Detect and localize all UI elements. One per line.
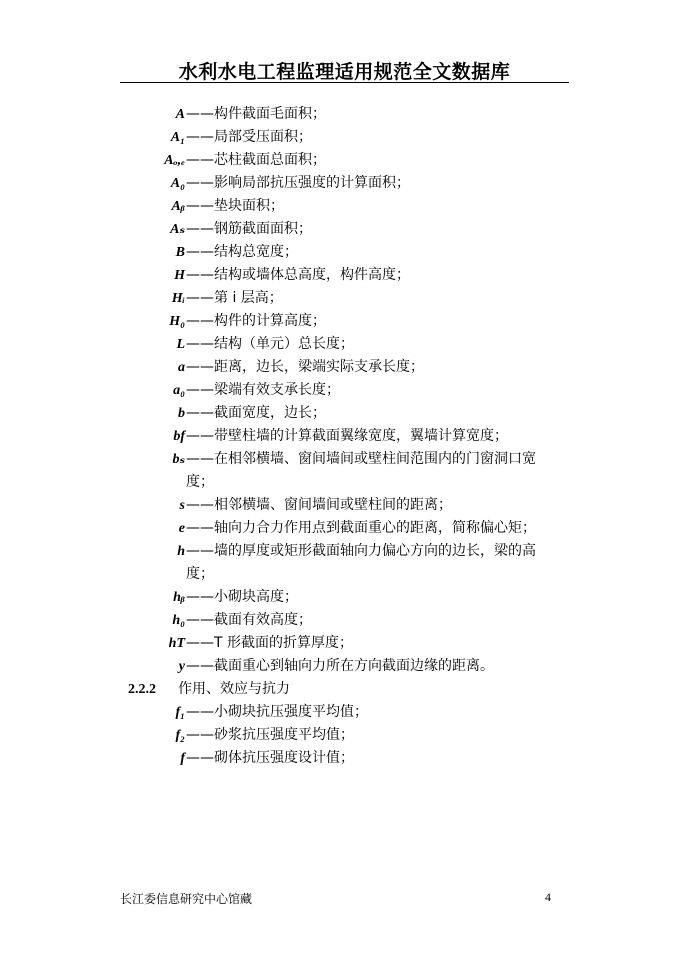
symbol: b: [178, 406, 185, 421]
symbol-description: ——结构（单元）总长度；: [186, 336, 354, 352]
symbol-description: ——距离，边长，梁端实际支承长度；: [186, 359, 424, 375]
symbol: H: [174, 268, 185, 283]
symbol-description: ——第 i 层高；: [186, 290, 283, 306]
symbol-entry-continuation: [0, 563, 687, 586]
symbol: H₀: [169, 314, 185, 329]
symbol-entry: [0, 402, 687, 425]
symbol-entry: [0, 149, 687, 172]
symbol: A₁: [170, 130, 185, 145]
symbol-description: ——构件截面毛面积；: [186, 106, 326, 122]
symbol-entry: [0, 517, 687, 540]
symbol-description: ——砌体抗压强度设计值；: [186, 750, 354, 766]
symbol: f: [180, 751, 185, 766]
symbol: hT: [168, 636, 185, 651]
section-number: 2.2.2: [128, 682, 156, 697]
symbol-entry: [0, 264, 687, 287]
symbol-description: ——截面宽度，边长；: [186, 405, 326, 421]
symbol-entry: [0, 195, 687, 218]
symbol-entry: [0, 103, 687, 126]
symbol: a: [178, 360, 185, 375]
symbol-description: ——小砌块高度；: [186, 589, 298, 605]
symbol-description: ——截面重心到轴向力所在方向截面边缘的距离。: [186, 658, 494, 674]
symbol: h₀: [172, 613, 185, 628]
symbol: a₀: [173, 383, 185, 398]
symbol-entry: [0, 632, 687, 655]
symbol-description: ——局部受压面积；: [186, 129, 312, 145]
symbol-entry: [0, 586, 687, 609]
symbol: f₁: [175, 705, 185, 720]
symbol: e: [178, 521, 185, 536]
symbol-entry: [0, 218, 687, 241]
symbol-entry: [0, 724, 687, 747]
symbol: f₂: [175, 728, 185, 743]
section-heading: [0, 678, 687, 701]
page-title: 水利水电工程监理适用规范全文数据库: [178, 61, 511, 83]
symbol-list-2: [0, 701, 687, 770]
symbol: Aᵦ: [171, 199, 185, 214]
document-body: [0, 103, 687, 770]
symbol-description-continuation: 度；: [186, 566, 214, 582]
symbol-entry: [0, 701, 687, 724]
symbol-description: ——轴向力合力作用点到截面重心的距离，简称偏心矩；: [186, 520, 536, 536]
symbol-description: ——影响局部抗压强度的计算面积；: [186, 175, 410, 191]
symbol-description: ——截面有效高度；: [186, 612, 312, 628]
symbol-description: ——垫块面积；: [186, 198, 284, 214]
symbol-description: ——墙的厚度或矩形截面轴向力偏心方向的边长，梁的高: [186, 543, 536, 559]
symbol-entry: [0, 172, 687, 195]
symbol: L: [176, 337, 185, 352]
symbol: Aₛ: [170, 222, 185, 237]
symbol: y: [178, 659, 185, 674]
symbol-description: ——芯柱截面总面积；: [186, 152, 326, 168]
symbol: Hᵢ: [171, 291, 185, 306]
symbol: bₛ: [172, 452, 185, 467]
symbol-entry: [0, 379, 687, 402]
symbol-entry: [0, 425, 687, 448]
symbol-description: ——构件的计算高度；: [186, 313, 326, 329]
symbol-list: [0, 103, 687, 678]
symbol-entry: [0, 655, 687, 678]
symbol-description: ——小砌块抗压强度平均值；: [186, 704, 368, 720]
symbol-description: ——T 形截面的折算厚度；: [186, 635, 354, 651]
symbol-description: ——相邻横墙、窗间墙间或壁柱间的距离；: [186, 497, 452, 513]
symbol-description: ——砂浆抗压强度平均值；: [186, 727, 354, 743]
symbol: Aₒ,ₑ: [164, 153, 185, 168]
symbol-description: ——结构或墙体总高度，构件高度；: [186, 267, 410, 283]
page-number: 4: [545, 890, 551, 904]
symbol-entry-continuation: [0, 471, 687, 494]
symbol-entry: [0, 494, 687, 517]
symbol-entry: [0, 540, 687, 563]
symbol-description: ——梁端有效支承长度；: [186, 382, 340, 398]
symbol-description-continuation: 度；: [186, 474, 214, 490]
symbol-description: ——在相邻横墙、窗间墙间或壁柱间范围内的门窗洞口宽: [186, 451, 536, 467]
symbol-entry: [0, 609, 687, 632]
symbol-entry: [0, 747, 687, 770]
symbol-entry: [0, 448, 687, 471]
symbol: hᵦ: [173, 590, 185, 605]
symbol-entry: [0, 356, 687, 379]
symbol-entry: [0, 287, 687, 310]
symbol: bf: [173, 429, 185, 444]
symbol: h: [177, 544, 185, 559]
symbol-description: ——带壁柱墙的计算截面翼缘宽度，翼墙计算宽度；: [186, 428, 508, 444]
footer-source: 长江委信息研究中心馆藏: [120, 892, 253, 906]
symbol: A₀: [170, 176, 185, 191]
symbol-description: ——结构总宽度；: [186, 244, 298, 260]
symbol-entry: [0, 126, 687, 149]
symbol-description: ——钢筋截面面积；: [186, 221, 312, 237]
header-rule: [120, 82, 569, 83]
symbol: A: [175, 107, 185, 122]
symbol-entry: [0, 310, 687, 333]
symbol-entry: [0, 333, 687, 356]
symbol-entry: [0, 241, 687, 264]
symbol: s: [179, 498, 185, 513]
symbol: B: [175, 245, 185, 260]
section-title: 作用、效应与抗力: [178, 681, 290, 697]
